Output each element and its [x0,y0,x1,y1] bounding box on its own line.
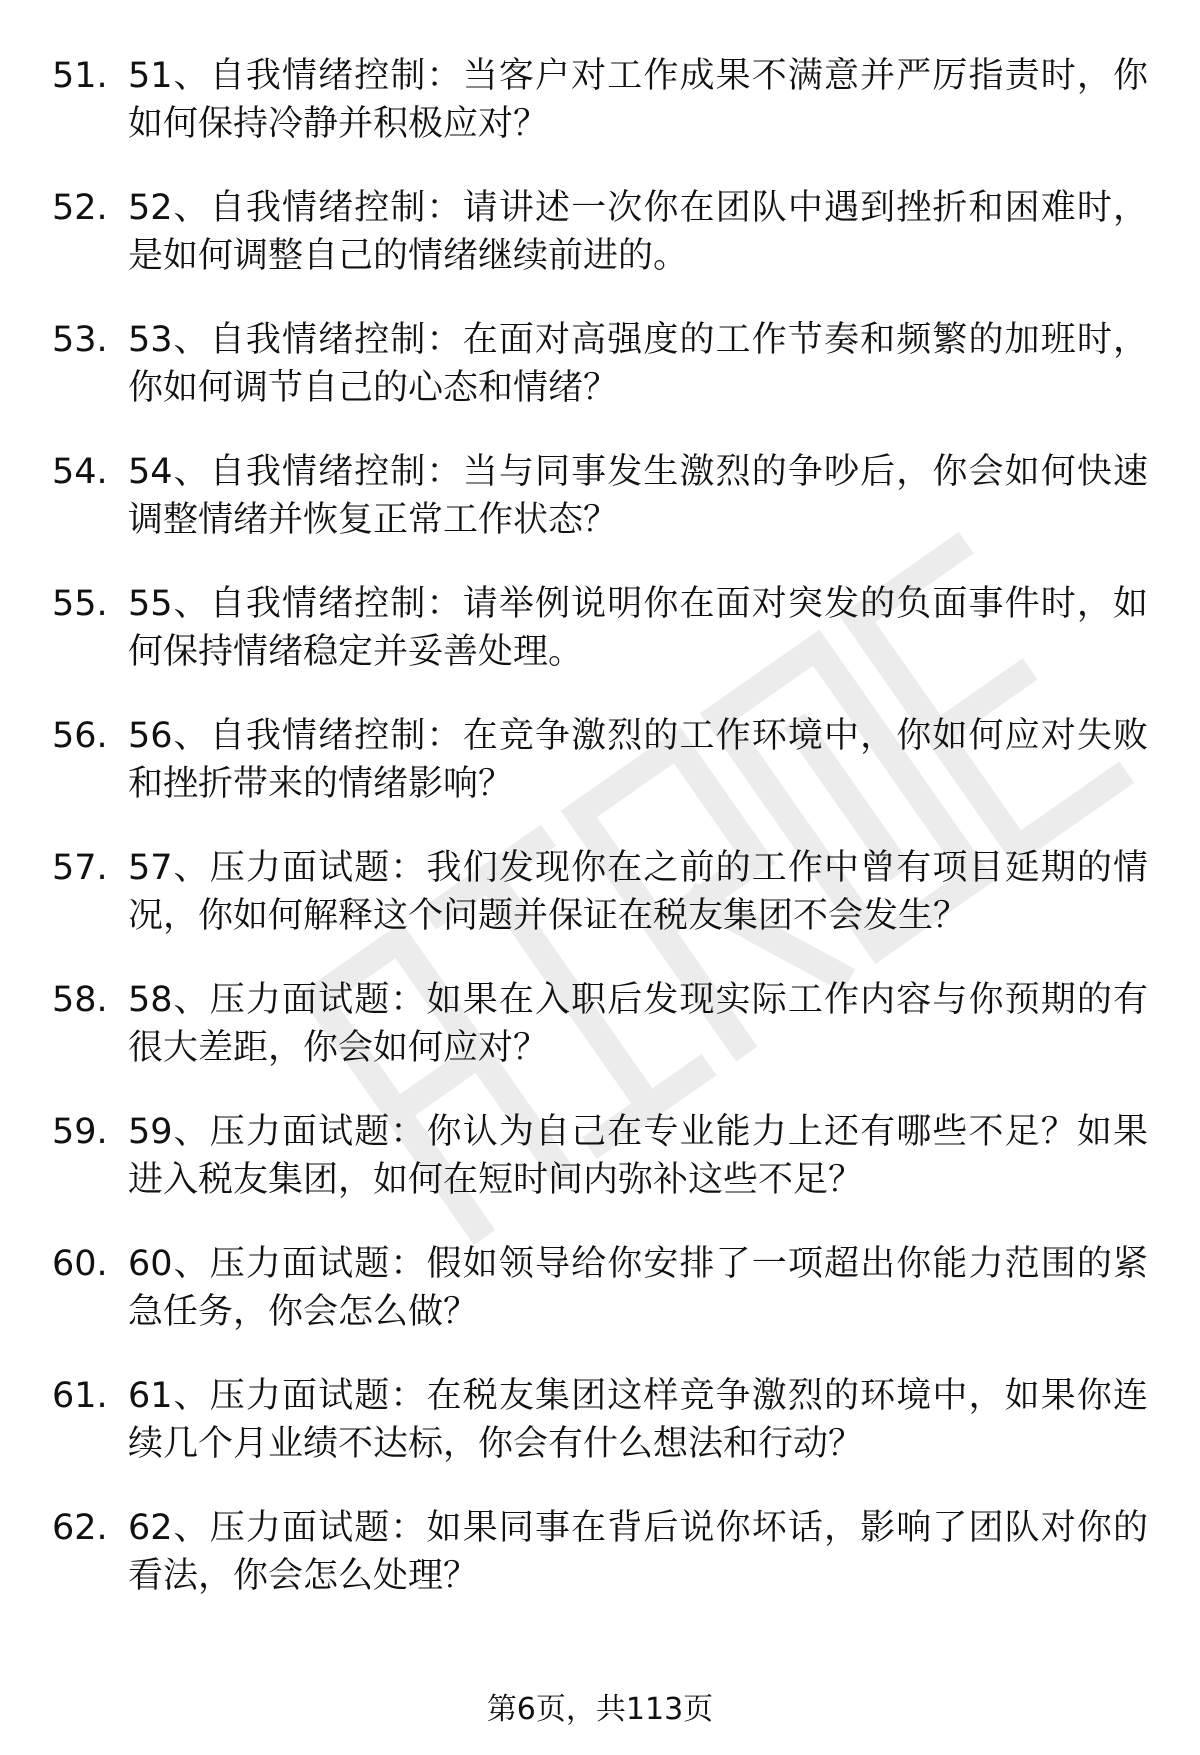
question-text: 58、压力面试题：如果在入职后发现实际工作内容与你预期的有很大差距，你会如何应对？ [128,980,1148,1068]
question-item [0,844,1200,976]
question-text: 54、自我情绪控制：当与同事发生激烈的争吵后，你会如何快速调整情绪并恢复正常工作状态？ [128,452,1148,540]
question-item [0,1240,1200,1372]
question-list [0,52,1200,1636]
question-number: 62. [52,1508,108,1548]
question-number: 51. [52,56,108,96]
question-text: 62、压力面试题：如果同事在背后说你坏话，影响了团队对你的看法，你会怎么处理？ [128,1508,1148,1596]
question-number: 53. [52,320,108,360]
question-item [0,448,1200,580]
question-text: 51、自我情绪控制：当客户对工作成果不满意并严厉指责时，你如何保持冷静并积极应对？ [128,56,1148,144]
question-text: 52、自我情绪控制：请讲述一次你在团队中遇到挫折和困难时，是如何调整自己的情绪继续前进的。 [128,188,1148,276]
question-item [0,316,1200,448]
question-number: 52. [52,188,108,228]
question-text: 61、压力面试题：在税友集团这样竞争激烈的环境中，如果你连续几个月业绩不达标，你会有什么想法和行动？ [128,1376,1148,1464]
question-item [0,976,1200,1108]
question-number: 60. [52,1244,108,1284]
question-number: 55. [52,584,108,624]
question-number: 61. [52,1376,108,1416]
question-item [0,184,1200,316]
question-item [0,712,1200,844]
question-number: 56. [52,716,108,756]
page-footer: 第6页，共113页 [486,1692,714,1727]
question-number: 54. [52,452,108,492]
question-item [0,1108,1200,1240]
question-item [0,1504,1200,1636]
question-text: 53、自我情绪控制：在面对高强度的工作节奏和频繁的加班时，你如何调节自己的心态和情绪？ [128,320,1148,408]
question-text: 57、压力面试题：我们发现你在之前的工作中曾有项目延期的情况，你如何解释这个问题并保证在税友集团不会发生？ [128,848,1148,936]
question-text: 60、压力面试题：假如领导给你安排了一项超出你能力范围的紧急任务，你会怎么做？ [128,1244,1148,1332]
question-text: 59、压力面试题：你认为自己在专业能力上还有哪些不足？如果进入税友集团，如何在短时间内弥补这些不足？ [128,1112,1148,1200]
question-text: 56、自我情绪控制：在竞争激烈的工作环境中，你如何应对失败和挫折带来的情绪影响？ [128,716,1148,804]
question-item [0,580,1200,712]
question-number: 58. [52,980,108,1020]
question-number: 57. [52,848,108,888]
question-item [0,52,1200,184]
question-number: 59. [52,1112,108,1152]
question-item [0,1372,1200,1504]
question-text: 55、自我情绪控制：请举例说明你在面对突发的负面事件时，如何保持情绪稳定并妥善处理。 [128,584,1148,672]
